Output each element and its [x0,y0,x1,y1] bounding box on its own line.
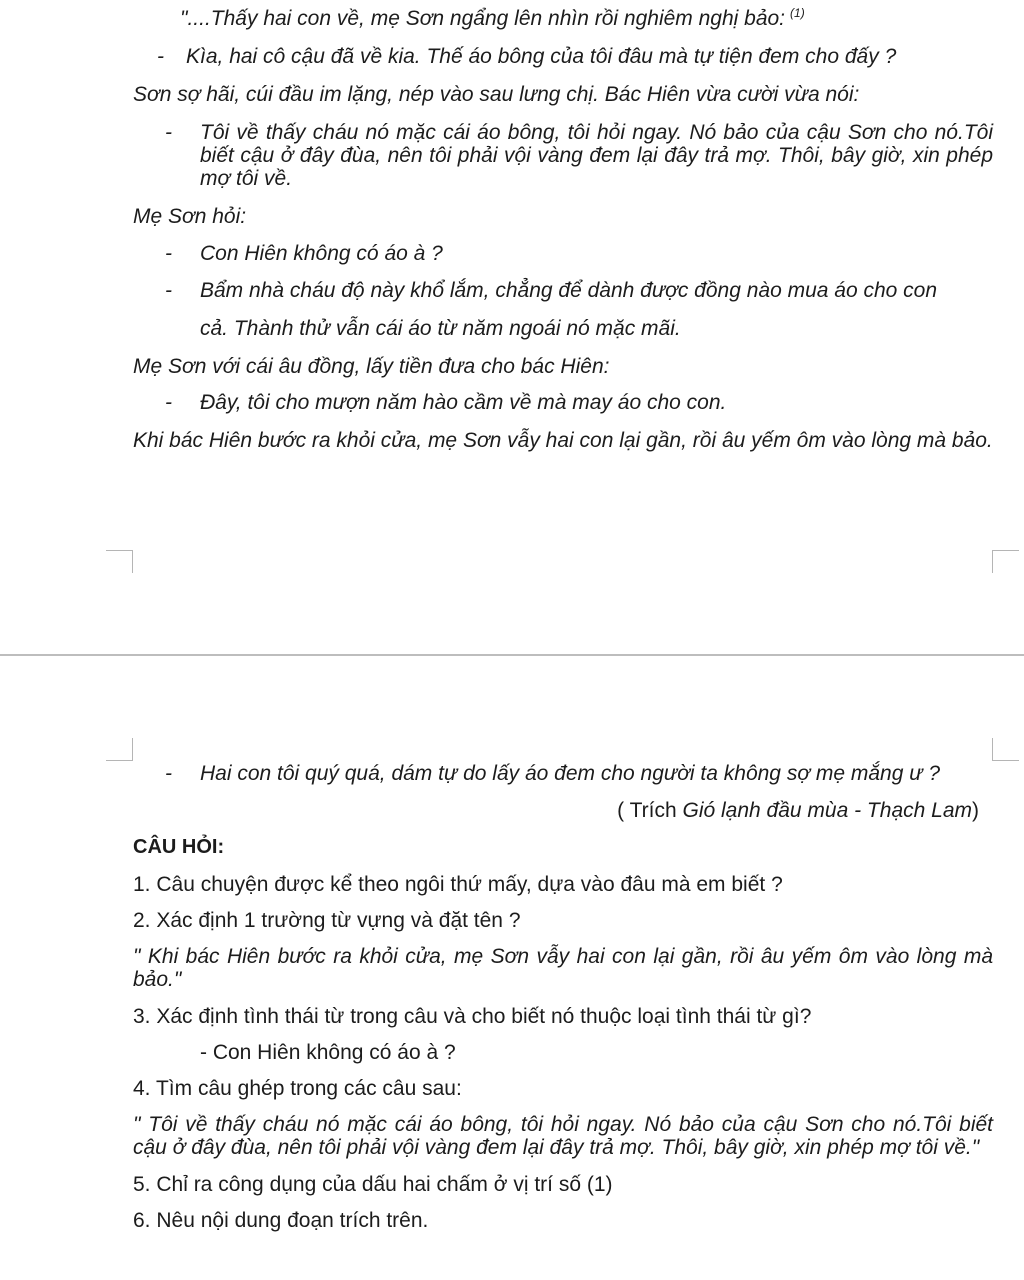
dash-marker: - [165,279,172,302]
dialogue-line-11 [133,762,993,785]
narration-line-2: Sơn sợ hãi, cúi đầu im lặng, nép vào sau lưng chị. Bác Hiên vừa cười vừa nói: [133,83,860,106]
question-6: 6. Nêu nội dung đoạn trích trên. [133,1209,429,1232]
dash-marker: - [165,391,172,414]
dialogue-text: Hai con tôi quý quá, dám tự do lấy áo đem cho người ta không sợ mẹ mắng ư ? [200,762,941,785]
source-citation [133,799,993,822]
question-3-example: - Con Hiên không có áo à ? [200,1041,456,1064]
dash-marker: - [157,45,164,68]
passage-opening [133,2,993,30]
question-4: 4. Tìm câu ghép trong các câu sau: [133,1077,462,1100]
dialogue-text: Con Hiên không có áo à ? [200,242,443,265]
dash-marker: - [165,121,172,144]
dialogue-text: Đây, tôi cho mượn năm hào cầm về mà may áo cho con. [200,391,727,414]
narration-line-8: Mẹ Sơn với cái âu đồng, lấy tiền đưa cho bác Hiên: [133,355,610,378]
page-corner-mark [106,738,133,761]
dialogue-line-6 [133,279,993,302]
page-corner-mark [106,550,133,573]
opening-text: "....Thấy hai con về, mẹ Sơn ngẩng lên nhìn rồi nghiêm nghị bảo: [180,7,786,30]
document-page-2 [0,656,1024,1280]
question-1: 1. Câu chuyện được kể theo ngôi thứ mấy, dựa vào đâu mà em biết ? [133,873,783,896]
dialogue-text: Kìa, hai cô cậu đã về kia. Thế áo bông của tôi đâu mà tự tiện đem cho đấy ? [186,45,897,68]
dialogue-line-1 [133,45,993,68]
dialogue-line-3 [133,121,993,190]
source-title: Gió lạnh đầu mùa - Thạch Lam [682,799,972,822]
page-corner-mark [992,738,1019,761]
footnote-marker: (1) [790,6,805,20]
dialogue-text: Bẩm nhà cháu độ này khổ lắm, chẳng để dành được đồng nào mua áo cho con [200,279,938,302]
dash-marker: - [165,762,172,785]
question-5: 5. Chỉ ra công dụng của dấu hai chấm ở vị trí số (1) [133,1173,613,1196]
dialogue-line-5 [133,242,993,265]
source-prefix: ( Trích [617,799,683,822]
question-3: 3. Xác định tình thái từ trong câu và cho biết nó thuộc loại tình thái từ gì? [133,1005,812,1028]
page-corner-mark [992,550,1019,573]
dialogue-line-7: cả. Thành thử vẫn cái áo từ năm ngoái nó mặc mãi. [200,317,681,340]
dash-marker: - [165,242,172,265]
question-4-quote: " Tôi về thấy cháu nó mặc cái áo bông, tôi hỏi ngay. Nó bảo của cậu Sơn cho nó.Tôi biết cậu ở đây đùa, nên tôi phải vội vàng đem lại đây trả mợ. Thôi, bây giờ, xin phép mợ tôi về." [133,1113,993,1159]
dialogue-line-9 [133,391,993,414]
narration-line-4: Mẹ Sơn hỏi: [133,205,247,228]
source-suffix: ) [972,799,979,822]
narration-line-10: Khi bác Hiên bước ra khỏi cửa, mẹ Sơn vẫy hai con lại gần, rồi âu yếm ôm vào lòng mà bảo. [133,429,993,452]
questions-heading: CÂU HỎI: [133,836,225,858]
dialogue-text: Tôi về thấy cháu nó mặc cái áo bông, tôi hỏi ngay. Nó bảo của cậu Sơn cho nó.Tôi biết cậu ở đây đùa, nên tôi phải vội vàng đem lại đây trả mợ. Thôi, bây giờ, xin phép mợ tôi về. [200,121,993,190]
passage-part-1 [133,0,993,452]
question-2-quote: " Khi bác Hiên bước ra khỏi cửa, mẹ Sơn vẫy hai con lại gần, rồi âu yếm ôm vào lòng mà bảo." [133,945,993,991]
question-2: 2. Xác định 1 trường từ vựng và đặt tên ? [133,909,521,932]
passage-part-2 [133,762,993,1232]
